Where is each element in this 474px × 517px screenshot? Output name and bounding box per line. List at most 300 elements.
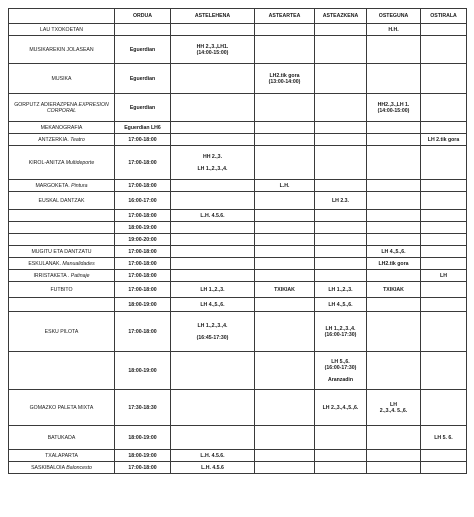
time-cell [115, 36, 171, 64]
activity-cell [9, 146, 115, 180]
cell-text: L.H. 4.5.6. [200, 452, 225, 459]
cell-text: LH 1.,2.,3.,4. [197, 165, 228, 172]
activity-name: MEKANOGRAFIA [40, 124, 83, 131]
time-cell [115, 210, 171, 222]
cell-text [368, 273, 419, 279]
cell-text [368, 125, 419, 131]
table-row [9, 134, 467, 146]
activity-cell [9, 462, 115, 474]
cell-text [422, 302, 465, 308]
cell-text [368, 47, 419, 53]
activity-name: MUSIKAREKIN JOLASEAN [29, 46, 94, 53]
schedule-cell [171, 258, 255, 270]
activity-name-translation: EXPRESION CORPORAL [46, 101, 109, 114]
cell-text: 18:00-19:00 [128, 452, 157, 459]
cell-text [316, 47, 365, 53]
schedule-cell [421, 312, 467, 352]
table-row [9, 36, 467, 64]
schedule-cell [315, 258, 367, 270]
header-activity [9, 9, 115, 24]
cell-text [316, 261, 365, 267]
cell-text: Eguerdian [129, 75, 156, 82]
cell-text [368, 329, 419, 335]
time-cell [115, 298, 171, 312]
schedule-cell [255, 122, 315, 134]
cell-text [422, 405, 465, 411]
schedule-cell [421, 390, 467, 426]
schedule-cell [315, 94, 367, 122]
schedule-cell [367, 258, 421, 270]
activity-name-translation: Pintura [71, 182, 88, 189]
cell-text: 17:00-18:00 [128, 286, 157, 293]
schedule-cell [315, 24, 367, 36]
schedule-cell [315, 134, 367, 146]
cell-text: HH2.,3.,LH 1. [377, 101, 410, 108]
cell-text [368, 160, 419, 166]
cell-text: LH2.tik gora [378, 260, 409, 267]
cell-text [256, 465, 313, 471]
cell-text [422, 76, 465, 82]
schedule-cell [171, 462, 255, 474]
schedule-cell [367, 426, 421, 450]
activity-name: MUGITU ETA DANTZATU [31, 248, 92, 255]
cell-text: L.H. [279, 182, 290, 189]
table-row [9, 450, 467, 462]
table-row [9, 222, 467, 234]
table-row [9, 94, 467, 122]
cell-text [368, 76, 419, 82]
time-cell [115, 352, 171, 390]
schedule-cell [421, 234, 467, 246]
schedule-cell [255, 258, 315, 270]
cell-text [316, 435, 365, 441]
time-cell [115, 180, 171, 192]
schedule-cell [171, 36, 255, 64]
cell-text [256, 27, 313, 33]
schedule-cell [421, 426, 467, 450]
schedule-cell [255, 234, 315, 246]
schedule-cell [421, 462, 467, 474]
schedule-cell [255, 210, 315, 222]
schedule-cell [171, 210, 255, 222]
schedule-cell [315, 426, 367, 450]
cell-text: 18:00-19:00 [128, 301, 157, 308]
schedule-cell [171, 234, 255, 246]
cell-text [316, 213, 365, 219]
cell-text: 17:00-18:00 [128, 182, 157, 189]
schedule-cell [421, 450, 467, 462]
cell-text [422, 183, 465, 189]
cell-text [172, 261, 253, 267]
activity-name: GORPUTZ ADIERAZPENA [14, 101, 78, 108]
cell-text [368, 225, 419, 231]
cell-text: LH 1.,2.,3.,4. [325, 325, 356, 332]
activity-cell [9, 450, 115, 462]
cell-text: LH2.tik gora [269, 72, 300, 79]
cell-text [422, 198, 465, 204]
cell-text [368, 137, 419, 143]
cell-text: 17:00-18:00 [128, 248, 157, 255]
cell-text: Aranzadin [327, 376, 354, 383]
cell-text [256, 160, 313, 166]
time-cell [115, 146, 171, 180]
cell-text [316, 273, 365, 279]
cell-text [256, 47, 313, 53]
schedule-cell [367, 450, 421, 462]
schedule-cell [421, 64, 467, 94]
header-day-2: ASTELEHENA [171, 9, 255, 24]
header-day-3: ASTEARTEA [255, 9, 315, 24]
schedule-cell [255, 134, 315, 146]
schedule-cell [367, 36, 421, 64]
cell-text [422, 105, 465, 111]
cell-text: HH 2.,3. [202, 153, 223, 160]
schedule-cell [171, 352, 255, 390]
table-row [9, 234, 467, 246]
header-day-6: OSTIRALA [421, 9, 467, 24]
activity-name: TXALAPARTA [45, 452, 78, 459]
cell-text: TXIKIAK [383, 286, 404, 293]
cell-text [256, 105, 313, 111]
cell-text [316, 465, 365, 471]
cell-text: 18:00-19:00 [128, 434, 157, 441]
cell-text [256, 213, 313, 219]
cell-text [422, 249, 465, 255]
cell-text [172, 105, 253, 111]
cell-text: LH 4.,5.,6. [200, 301, 225, 308]
cell-text: Eguerdian [129, 104, 156, 111]
schedule-cell [171, 426, 255, 450]
table-row [9, 282, 467, 298]
schedule-cell [255, 352, 315, 390]
schedule-cell [255, 312, 315, 352]
schedule-cell [171, 282, 255, 298]
schedule-cell [315, 462, 367, 474]
table-row [9, 180, 467, 192]
cell-text [368, 213, 419, 219]
schedule-cell [421, 180, 467, 192]
schedule-cell [421, 134, 467, 146]
cell-text [316, 225, 365, 231]
cell-text: (14:00-15:00) [377, 107, 410, 114]
cell-text: 17:00-18:00 [128, 464, 157, 471]
cell-text: 17:00-18:00 [128, 328, 157, 335]
schedule-cell [315, 282, 367, 298]
table-row [9, 210, 467, 222]
schedule-cell [315, 222, 367, 234]
schedule-cell [171, 180, 255, 192]
schedule-cell [255, 180, 315, 192]
cell-text [172, 249, 253, 255]
cell-text [368, 237, 419, 243]
schedule-cell [421, 222, 467, 234]
schedule-cell [367, 312, 421, 352]
cell-text: Eguerdian [129, 46, 156, 53]
activity-cell [9, 36, 115, 64]
cell-text: 19:00-20:00 [128, 236, 157, 243]
cell-text [316, 137, 365, 143]
schedule-cell [315, 352, 367, 390]
cell-text [316, 249, 365, 255]
time-cell [115, 450, 171, 462]
schedule-cell [367, 390, 421, 426]
table-row [9, 462, 467, 474]
cell-text [172, 225, 253, 231]
schedule-cell [255, 450, 315, 462]
cell-text [256, 225, 313, 231]
activity-cell [9, 180, 115, 192]
time-cell [115, 312, 171, 352]
activity-cell [9, 192, 115, 210]
cell-text: L.H. 4.5.6 [201, 464, 224, 471]
schedule-cell [367, 352, 421, 390]
cell-text [256, 237, 313, 243]
schedule-cell [255, 64, 315, 94]
table-body [9, 24, 467, 474]
schedule-cell [367, 222, 421, 234]
cell-text [422, 47, 465, 53]
cell-text [316, 27, 365, 33]
cell-text [316, 76, 365, 82]
schedule-cell [421, 146, 467, 180]
table-row [9, 426, 467, 450]
time-cell [115, 234, 171, 246]
cell-text [368, 368, 419, 374]
activity-name: BATUKADA [47, 434, 76, 441]
schedule-cell [367, 282, 421, 298]
schedule-cell [315, 234, 367, 246]
time-cell [115, 246, 171, 258]
cell-text [256, 125, 313, 131]
schedule-cell [255, 390, 315, 426]
schedule-cell [171, 246, 255, 258]
schedule-cell [367, 192, 421, 210]
cell-text: HH 2.,3.,LH1. [196, 43, 229, 50]
cell-text [256, 453, 313, 459]
activity-name: ESKU PILOTA [44, 328, 79, 335]
activity-name: MARGOKETA. [35, 182, 70, 189]
time-cell [115, 64, 171, 94]
cell-text [422, 261, 465, 267]
schedule-cell [315, 312, 367, 352]
activity-cell [9, 94, 115, 122]
activity-cell [9, 222, 115, 234]
table-row [9, 258, 467, 270]
table-row [9, 352, 467, 390]
time-cell [115, 258, 171, 270]
cell-text [316, 453, 365, 459]
activity-name-translation: Baloncesto [66, 464, 92, 471]
cell-text: 17:00-18:00 [128, 159, 157, 166]
cell-text: 17:00-18:00 [128, 212, 157, 219]
activity-name: IRRISTAKETA . [33, 272, 70, 279]
time-cell [115, 122, 171, 134]
schedule-cell [171, 450, 255, 462]
cell-text [422, 368, 465, 374]
activity-name: FUTBITO [50, 286, 73, 293]
schedule-cell [315, 210, 367, 222]
time-cell [115, 282, 171, 298]
schedule-cell [421, 246, 467, 258]
activity-name: ANTZERKIA. [38, 136, 69, 143]
cell-text [116, 27, 169, 33]
schedule-cell [171, 122, 255, 134]
activity-name: GOMAZKO PALETA MIXTA [29, 404, 94, 411]
cell-text [172, 183, 253, 189]
activity-name: SASKIBALOIA [31, 464, 65, 471]
time-cell [115, 270, 171, 282]
schedule-cell [255, 282, 315, 298]
cell-text: 17:00-18:00 [128, 136, 157, 143]
cell-text [256, 249, 313, 255]
cell-text: Eguerdian LH6 [124, 124, 161, 131]
activity-cell [9, 64, 115, 94]
schedule-cell [315, 146, 367, 180]
cell-text: 17:00-18:00 [128, 272, 157, 279]
cell-text [256, 273, 313, 279]
schedule-cell [171, 390, 255, 426]
cell-text [172, 368, 253, 374]
schedule-cell [421, 270, 467, 282]
schedule-cell [421, 210, 467, 222]
schedule-cell [255, 36, 315, 64]
activity-name: EUSKAL DANTZAK [38, 197, 85, 204]
cell-text [256, 261, 313, 267]
schedule-cell [367, 210, 421, 222]
cell-text: (16:45-17:30) [196, 334, 229, 341]
cell-text: LH 4.,5.,6. [381, 248, 406, 255]
schedule-cell [367, 64, 421, 94]
schedule-cell [421, 282, 467, 298]
cell-text: LH [390, 401, 397, 408]
header-day-4: ASTEAZKENA [315, 9, 367, 24]
table-row [9, 312, 467, 352]
schedule-cell [315, 122, 367, 134]
cell-text: TXIKIAK [274, 286, 295, 293]
activity-name: LAU TXOKOETAN [39, 26, 84, 33]
cell-text: (16:00-17:30) [324, 331, 357, 338]
activity-cell [9, 270, 115, 282]
activity-cell [9, 282, 115, 298]
schedule-cell [315, 246, 367, 258]
schedule-cell [255, 24, 315, 36]
cell-text: LH 1.,2.,3. [328, 286, 353, 293]
cell-text: 2.,3.,4. 5.,6. [379, 407, 408, 414]
table-row [9, 192, 467, 210]
time-cell [115, 462, 171, 474]
cell-text [368, 183, 419, 189]
cell-text: LH 2.,3.,4.,5.,6. [322, 404, 359, 411]
cell-text [422, 160, 465, 166]
schedule-cell [255, 298, 315, 312]
activity-name: MUSIKA [51, 75, 72, 82]
cell-text: L.H. 4.5.6. [200, 212, 225, 219]
schedule-cell [367, 270, 421, 282]
cell-text: 16:00-17:00 [128, 197, 157, 204]
schedule-cell [367, 298, 421, 312]
cell-text [316, 160, 365, 166]
schedule-cell [255, 192, 315, 210]
cell-text [256, 329, 313, 335]
schedule-cell [367, 94, 421, 122]
cell-text [256, 435, 313, 441]
schedule-cell [421, 94, 467, 122]
cell-text [368, 198, 419, 204]
schedule-cell [315, 270, 367, 282]
schedule-cell [315, 450, 367, 462]
cell-text [422, 287, 465, 293]
table-row [9, 390, 467, 426]
cell-text: LH 1.,2.,3.,4. [197, 322, 228, 329]
table-row [9, 24, 467, 36]
schedule-cell [421, 298, 467, 312]
cell-text: 17:00-18:00 [128, 260, 157, 267]
header-row [9, 9, 467, 24]
time-cell [115, 390, 171, 426]
activity-name: KIROL-ANITZA [28, 159, 65, 166]
cell-text [172, 137, 253, 143]
cell-text: H.H. [388, 26, 399, 33]
cell-text: LH 5.,6. [331, 358, 350, 365]
cell-text [316, 105, 365, 111]
schedule-cell [421, 192, 467, 210]
cell-text: LH 5. 6. [434, 434, 453, 441]
schedule-table [8, 8, 467, 474]
time-cell [115, 24, 171, 36]
schedule-cell [255, 94, 315, 122]
time-cell [115, 222, 171, 234]
schedule-cell [171, 270, 255, 282]
header-day-5: OSTEGUNA [367, 9, 421, 24]
schedule-cell [315, 390, 367, 426]
activity-name-translation: Teatro [70, 136, 85, 143]
cell-text [256, 302, 313, 308]
time-cell [115, 426, 171, 450]
schedule-cell [255, 426, 315, 450]
schedule-cell [315, 64, 367, 94]
cell-text [422, 453, 465, 459]
table-row [9, 298, 467, 312]
cell-text [422, 125, 465, 131]
schedule-cell [315, 180, 367, 192]
activity-cell [9, 298, 115, 312]
schedule-cell [367, 24, 421, 36]
schedule-cell [367, 234, 421, 246]
cell-text [172, 237, 253, 243]
schedule-cell [367, 134, 421, 146]
schedule-cell [367, 122, 421, 134]
cell-text: (13:00-14:00) [268, 78, 301, 85]
schedule-cell [171, 24, 255, 36]
time-cell [115, 192, 171, 210]
schedule-cell [255, 146, 315, 180]
time-cell [115, 134, 171, 146]
cell-text [256, 405, 313, 411]
schedule-cell [315, 298, 367, 312]
cell-text [256, 368, 313, 374]
cell-text: 18:00-19:00 [128, 224, 157, 231]
cell-text: (16:00-17:30) [324, 364, 357, 371]
cell-text [368, 302, 419, 308]
activity-name: ESKULANAK. [28, 260, 61, 267]
activity-cell [9, 390, 115, 426]
schedule-cell [171, 222, 255, 234]
schedule-cell [421, 24, 467, 36]
activity-cell [9, 312, 115, 352]
cell-text [422, 237, 465, 243]
activity-cell [9, 426, 115, 450]
cell-text [256, 198, 313, 204]
